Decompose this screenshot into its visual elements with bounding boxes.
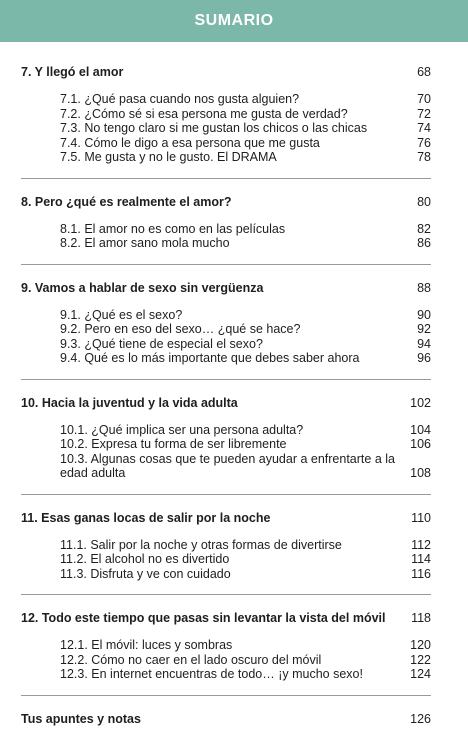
subsection-title: 7.2. ¿Cómo sé si esa persona me gusta de verdad? (60, 106, 348, 121)
subsection-entry[interactable] (60, 567, 431, 582)
subsection-list (21, 423, 431, 481)
subsection-entry[interactable] (60, 150, 431, 165)
chapter-entry[interactable] (21, 280, 431, 296)
subsection-title: 7.5. Me gusta y no le gusto. El DRAMA (60, 150, 277, 164)
subsection-page-number: 116 (411, 566, 431, 581)
subsection-title: 10.2. Expresa tu forma de ser libremente (60, 437, 287, 451)
subsection-list (21, 222, 431, 251)
subsection-title: 12.2. Cómo no caer en el lado oscuro del móvil (60, 652, 322, 667)
subsection-page-number: 96 (417, 351, 431, 365)
chapter-title: Tus apuntes y notas (21, 711, 141, 726)
chapter-page-number: 68 (417, 65, 431, 79)
chapter-title: 9. Vamos a hablar de sexo sin vergüenza (21, 280, 264, 295)
subsection-entry[interactable] (60, 322, 431, 337)
subsection-list (21, 638, 431, 682)
subsection-page-number: 86 (417, 236, 431, 250)
subsection-page-number: 104 (410, 422, 431, 437)
chapter-page-number: 110 (411, 510, 431, 525)
subsection-list (21, 92, 431, 165)
subsection-page-number: 92 (417, 322, 431, 336)
subsection-page-number: 108 (410, 466, 431, 480)
chapter-page-number: 102 (410, 395, 431, 410)
toc-chapter (21, 194, 431, 265)
toc-chapter (21, 510, 431, 596)
subsection-page-number: 74 (417, 121, 431, 135)
subsection-entry[interactable] (60, 638, 431, 653)
subsection-title: 8.2. El amor sano mola mucho (60, 236, 230, 250)
subsection-entry[interactable] (60, 337, 431, 352)
subsection-entry[interactable] (60, 107, 431, 122)
subsection-entry[interactable] (60, 92, 431, 107)
chapter-entry[interactable] (21, 510, 431, 526)
subsection-entry[interactable] (60, 351, 431, 366)
table-of-contents (21, 64, 431, 755)
subsection-title: 11.3. Disfruta y ve con cuidado (60, 566, 231, 581)
subsection-page-number: 120 (410, 638, 431, 652)
chapter-page-number: 118 (411, 611, 431, 625)
chapter-entry[interactable] (21, 194, 431, 210)
toc-chapter (21, 610, 431, 696)
subsection-page-number: 94 (417, 336, 431, 351)
subsection-title: 7.1. ¿Qué pasa cuando nos gusta alguien? (60, 92, 300, 106)
subsection-title: 12.1. El móvil: luces y sombras (60, 638, 233, 652)
subsection-page-number: 72 (417, 106, 431, 121)
chapter-page-number: 88 (417, 280, 431, 295)
subsection-page-number: 124 (410, 667, 431, 681)
subsection-page-number: 112 (411, 537, 431, 552)
subsection-title: 11.2. El alcohol no es divertido (60, 552, 230, 566)
chapter-entry[interactable] (21, 64, 431, 80)
subsection-entry[interactable] (60, 667, 431, 682)
toc-chapter (21, 280, 431, 380)
subsection-title: 11.1. Salir por la noche y otras formas de divertirse (60, 537, 342, 552)
chapter-title: 7. Y llegó el amor (21, 65, 124, 79)
subsection-entry[interactable] (60, 538, 431, 553)
subsection-page-number: 114 (411, 552, 431, 566)
subsection-title: 9.3. ¿Qué tiene de especial el sexo? (60, 336, 263, 351)
subsection-title: 9.4. Qué es lo más importante que debes saber ahora (60, 351, 360, 365)
subsection-page-number: 106 (410, 437, 431, 451)
toc-chapter (21, 64, 431, 179)
subsection-entry[interactable] (60, 121, 431, 136)
subsection-entry[interactable] (60, 222, 431, 237)
subsection-entry[interactable] (60, 236, 431, 251)
subsection-title: 9.2. Pero en eso del sexo… ¿qué se hace? (60, 322, 301, 336)
toc-chapter (21, 395, 431, 495)
chapter-entry[interactable] (21, 610, 431, 626)
subsection-entry[interactable] (60, 308, 431, 323)
chapter-title: 8. Pero ¿qué es realmente el amor? (21, 194, 232, 209)
chapter-page-number: 80 (417, 194, 431, 209)
chapter-title: 12. Todo este tiempo que pasas sin levantar la vista del móvil (21, 611, 386, 625)
subsection-entry[interactable] (60, 437, 431, 452)
subsection-title: 9.1. ¿Qué es el sexo? (60, 307, 183, 322)
toc-chapter (21, 711, 431, 740)
chapter-title: 11. Esas ganas locas de salir por la noche (21, 510, 271, 525)
subsection-page-number: 122 (410, 652, 431, 667)
subsection-entry[interactable] (60, 423, 431, 438)
subsection-page-number: 82 (417, 221, 431, 236)
subsection-title: 7.4. Cómo le digo a esa persona que me gusta (60, 135, 320, 150)
page-title: SUMARIO (194, 12, 274, 29)
subsection-page-number: 78 (417, 150, 431, 164)
header-banner (0, 0, 468, 42)
subsection-page-number: 70 (417, 92, 431, 106)
subsection-title: 10.3. Algunas cosas que te pueden ayudar a enfrentarte a la edad adulta (60, 451, 395, 480)
subsection-entry[interactable] (60, 452, 431, 481)
subsection-title: 7.3. No tengo claro si me gustan los chicos o las chicas (60, 121, 368, 135)
chapter-page-number: 126 (410, 711, 431, 726)
subsection-page-number: 76 (417, 135, 431, 150)
subsection-list (21, 308, 431, 366)
subsection-page-number: 90 (417, 307, 431, 322)
subsection-title: 12.3. En internet encuentras de todo… ¡y mucho sexo! (60, 667, 363, 681)
subsection-title: 8.1. El amor no es como en las películas (60, 221, 286, 236)
chapter-entry[interactable] (21, 395, 431, 411)
subsection-title: 10.1. ¿Qué implica ser una persona adulta? (60, 422, 304, 437)
chapter-title: 10. Hacia la juventud y la vida adulta (21, 395, 238, 410)
subsection-entry[interactable] (60, 653, 431, 668)
subsection-list (21, 538, 431, 582)
chapter-entry[interactable] (21, 711, 431, 727)
subsection-entry[interactable] (60, 136, 431, 151)
subsection-entry[interactable] (60, 552, 431, 567)
